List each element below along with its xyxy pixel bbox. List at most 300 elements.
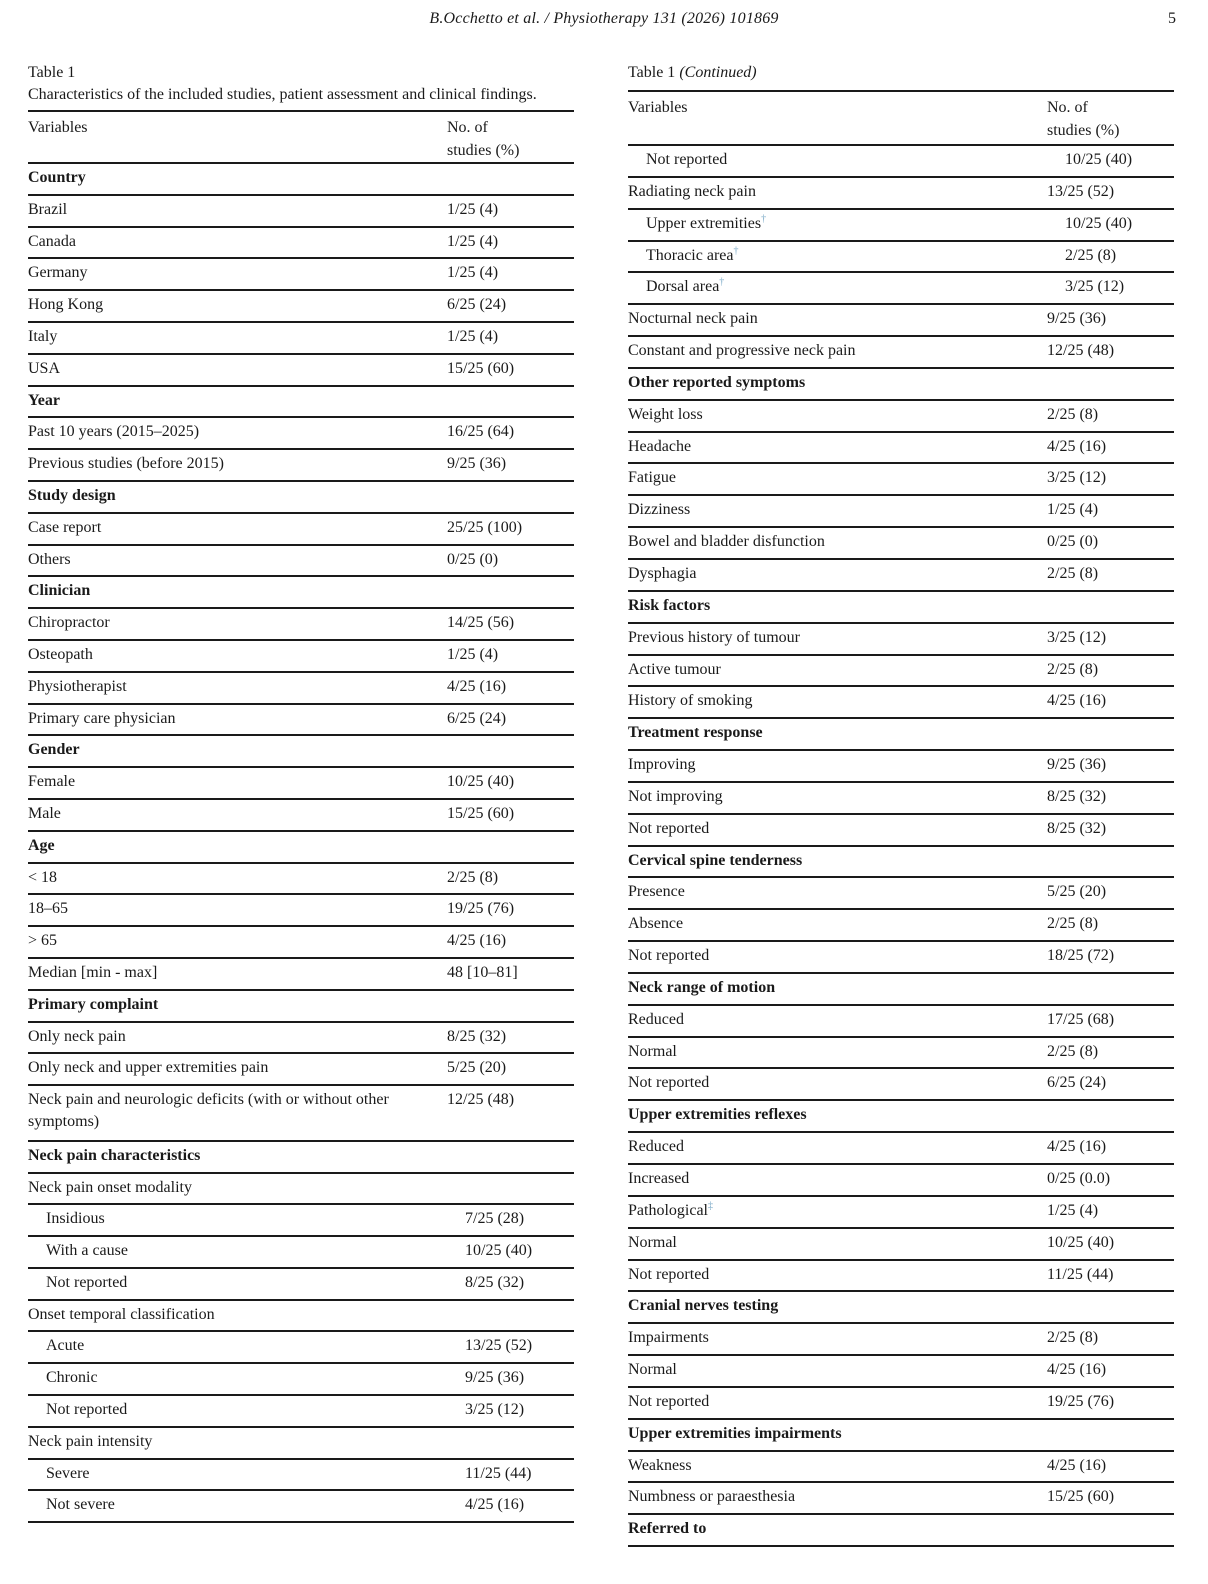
variable-label: Other reported symptoms <box>628 373 806 391</box>
section-header-row <box>28 387 574 419</box>
variable-label: Age <box>28 836 55 854</box>
variable-cell <box>628 1486 1047 1508</box>
table-label: Table 1 <box>28 64 76 81</box>
variable-label: Cranial nerves testing <box>628 1297 779 1315</box>
variable-cell <box>28 1177 447 1199</box>
variable-cell <box>628 1168 1047 1190</box>
variable-label: 18–65 <box>28 900 68 918</box>
variable-cell <box>628 149 1065 171</box>
variable-cell <box>628 563 1047 585</box>
studies-value-cell: 2/25 (8) <box>1047 660 1099 678</box>
table-header <box>628 92 1174 146</box>
footnote-mark: † <box>761 213 767 225</box>
studies-value-cell: 6/25 (24) <box>1047 1074 1107 1092</box>
header-studies-line1: No. of <box>1047 99 1088 116</box>
variable-label: Female <box>28 773 76 791</box>
variable-label: Improving <box>628 756 696 774</box>
section-header-row <box>28 991 574 1023</box>
studies-value-cell: 3/25 (12) <box>1047 628 1107 646</box>
table-row <box>28 1491 574 1523</box>
variable-cell <box>28 549 447 571</box>
variable-cell <box>28 262 447 284</box>
header-studies-line1: No. of <box>447 119 488 136</box>
table-row <box>28 514 574 546</box>
variable-cell <box>628 722 1047 744</box>
variable-cell <box>28 421 447 443</box>
studies-value-cell: 10/25 (40) <box>447 773 515 791</box>
table-row <box>28 418 574 450</box>
section-header-row <box>28 164 574 196</box>
table-row <box>28 228 574 260</box>
variable-label: Others <box>28 550 71 568</box>
studies-value-cell: 1/25 (4) <box>1047 501 1099 519</box>
studies-value-cell: 5/25 (20) <box>447 1059 507 1077</box>
variable-cell <box>628 404 1047 426</box>
variable-cell <box>28 1208 465 1230</box>
table-row <box>628 815 1174 847</box>
studies-value-cell: 4/25 (16) <box>465 1496 525 1514</box>
variable-cell <box>28 1272 465 1294</box>
variable-label: Neck pain onset modality <box>28 1178 192 1196</box>
section-header-row <box>28 1142 574 1174</box>
variable-label: Clinician <box>28 582 91 600</box>
header-variables: Variables <box>28 119 88 136</box>
variable-cell <box>28 644 447 666</box>
studies-value-cell: 2/25 (8) <box>1047 1042 1099 1060</box>
table-row <box>628 337 1174 369</box>
table-row <box>28 705 574 737</box>
variable-label: Headache <box>628 437 692 455</box>
studies-value-cell: 4/25 (16) <box>447 677 507 695</box>
table-row <box>628 1452 1174 1484</box>
variable-cell <box>628 1232 1047 1254</box>
variable-label: Dysphagia <box>628 564 697 582</box>
variable-cell <box>628 1104 1047 1126</box>
table-row <box>28 1460 574 1492</box>
table-row <box>628 273 1174 305</box>
studies-value-cell: 4/25 (16) <box>1047 692 1107 710</box>
variable-label: Neck pain intensity <box>28 1432 153 1450</box>
variable-label: Impairments <box>628 1329 709 1347</box>
variable-cell <box>28 1431 447 1453</box>
table-row <box>628 305 1174 337</box>
table-row <box>628 942 1174 974</box>
variable-cell <box>28 1399 465 1421</box>
studies-value-cell: 1/25 (4) <box>1047 1201 1099 1219</box>
studies-value-cell: 4/25 (16) <box>1047 437 1107 455</box>
section-header-row <box>28 832 574 864</box>
table-row <box>628 1261 1174 1293</box>
variable-label: Year <box>28 391 60 409</box>
variable-cell <box>28 994 447 1016</box>
variable-cell <box>628 1200 1047 1222</box>
continued-label: (Continued) <box>679 64 757 81</box>
studies-value-cell: 6/25 (24) <box>447 296 507 314</box>
variable-cell <box>628 340 1047 362</box>
header-variables: Variables <box>628 99 688 116</box>
variable-label: Presence <box>628 883 685 901</box>
studies-value-cell: 2/25 (8) <box>1047 1329 1099 1347</box>
variable-label: Treatment response <box>628 724 763 742</box>
table-caption: Characteristics of the included studies, patient assessment and clinical findings. <box>28 86 537 103</box>
table-row <box>28 1174 574 1206</box>
variable-label: Normal <box>628 1361 677 1379</box>
table-row <box>28 291 574 323</box>
table-row <box>628 1133 1174 1165</box>
variable-label: Severe <box>46 1464 90 1482</box>
table-row <box>628 528 1174 560</box>
table-row <box>28 1332 574 1364</box>
variable-cell <box>628 818 1047 840</box>
variable-label: Previous studies (before 2015) <box>28 455 224 473</box>
table-row <box>628 401 1174 433</box>
variable-label: Increased <box>628 1170 690 1187</box>
variable-cell <box>28 1463 465 1485</box>
section-header-row <box>628 592 1174 624</box>
table-row <box>28 1364 574 1396</box>
table-row <box>628 464 1174 496</box>
variable-cell <box>628 1136 1047 1158</box>
header-studies <box>1047 92 1174 144</box>
section-header-row <box>28 577 574 609</box>
variable-cell <box>628 881 1047 903</box>
variable-label: History of smoking <box>628 692 753 710</box>
section-header-row <box>28 736 574 768</box>
variable-label: Italy <box>28 327 58 345</box>
variable-cell <box>28 1367 465 1389</box>
studies-value-cell: 4/25 (16) <box>447 932 507 950</box>
variable-cell <box>28 1026 447 1048</box>
variable-cell <box>628 627 1047 649</box>
variable-label: Reduced <box>628 1138 684 1156</box>
variable-cell <box>28 898 447 920</box>
variable-cell <box>28 835 447 857</box>
studies-value-cell: 0/25 (0) <box>1047 533 1099 551</box>
section-header-row <box>628 974 1174 1006</box>
table-row <box>28 1428 574 1460</box>
table-row <box>28 641 574 673</box>
variable-label: Chiropractor <box>28 614 110 632</box>
variable-label: Nocturnal neck pain <box>628 310 758 328</box>
studies-value-cell: 15/25 (60) <box>1047 1488 1115 1506</box>
section-header-row <box>628 1101 1174 1133</box>
variable-label: Not reported <box>628 1265 710 1283</box>
studies-value-cell: 13/25 (52) <box>465 1337 533 1355</box>
variable-cell <box>628 850 1047 872</box>
variable-cell <box>628 1041 1047 1063</box>
variable-label: Weakness <box>628 1456 692 1474</box>
variable-cell <box>28 199 447 221</box>
table-row <box>28 864 574 896</box>
studies-value-cell: 12/25 (48) <box>1047 342 1115 360</box>
table-row <box>628 1006 1174 1038</box>
variable-label: Neck range of motion <box>628 978 776 996</box>
studies-value-cell: 9/25 (36) <box>465 1369 525 1387</box>
variable-label: Dizziness <box>628 501 691 519</box>
variable-label: Not reported <box>46 1401 128 1419</box>
variable-cell <box>628 690 1047 712</box>
studies-value-cell: 19/25 (76) <box>447 900 515 918</box>
variable-label: Not improving <box>628 787 723 805</box>
variable-cell <box>28 930 447 952</box>
studies-value-cell: 9/25 (36) <box>1047 310 1107 328</box>
variable-label: Case report <box>28 518 102 536</box>
variable-label: Not reported <box>628 947 710 965</box>
table-row <box>28 927 574 959</box>
variable-cell <box>28 517 447 539</box>
variable-cell <box>28 453 447 475</box>
studies-value-cell: 12/25 (48) <box>447 1091 515 1109</box>
variable-label: Weight loss <box>628 405 703 423</box>
table-row <box>28 800 574 832</box>
table-row <box>628 242 1174 274</box>
variable-label: Not reported <box>628 1074 710 1092</box>
variable-cell <box>28 803 447 825</box>
variable-cell <box>628 499 1047 521</box>
table-row <box>628 496 1174 528</box>
table-row <box>28 196 574 228</box>
variable-cell <box>28 1304 447 1326</box>
variable-cell <box>28 1335 465 1357</box>
studies-value-cell: 4/25 (16) <box>1047 1361 1107 1379</box>
table-row <box>628 624 1174 656</box>
section-header-row <box>628 369 1174 401</box>
studies-value-cell: 1/25 (4) <box>447 327 499 345</box>
running-head: B.Occhetto et al. / Physiotherapy 131 (2026) 101869 <box>429 10 779 27</box>
table-row <box>628 146 1174 178</box>
header-studies-line2: studies (%) <box>1047 122 1120 139</box>
table-row <box>28 1086 574 1142</box>
variable-label: Chronic <box>46 1369 98 1387</box>
variable-label: Not reported <box>46 1273 128 1291</box>
variable-cell <box>28 485 447 507</box>
table-row <box>28 259 574 291</box>
table-row <box>628 687 1174 719</box>
variable-cell <box>628 308 1047 330</box>
header-studies-line2: studies (%) <box>447 142 520 159</box>
variable-label: Osteopath <box>28 645 93 663</box>
variable-label: Dorsal area <box>646 278 720 296</box>
header-studies <box>447 112 574 162</box>
variable-cell <box>628 786 1047 808</box>
footnote-mark: † <box>733 245 739 257</box>
studies-value-cell: 6/25 (24) <box>447 709 507 727</box>
table-row <box>628 751 1174 783</box>
variable-cell <box>28 676 447 698</box>
variable-label: Fatigue <box>628 469 676 487</box>
section-header-row <box>628 847 1174 879</box>
studies-value-cell: 10/25 (40) <box>1065 214 1133 232</box>
table-row <box>628 1069 1174 1101</box>
variable-label: Insidious <box>46 1210 105 1228</box>
studies-value-cell: 8/25 (32) <box>465 1273 525 1291</box>
variable-label: Primary care physician <box>28 709 176 727</box>
table-row <box>28 1023 574 1055</box>
variable-cell <box>28 294 447 316</box>
table-row <box>28 609 574 641</box>
variable-label: Bowel and bladder disfunction <box>628 533 825 551</box>
variable-cell <box>628 467 1047 489</box>
studies-value-cell: 10/25 (40) <box>1047 1233 1115 1251</box>
variable-cell <box>628 945 1047 967</box>
studies-value-cell: 15/25 (60) <box>447 804 515 822</box>
table-header <box>28 112 574 164</box>
studies-value-cell: 7/25 (28) <box>465 1210 525 1228</box>
studies-value-cell: 4/25 (16) <box>1047 1456 1107 1474</box>
variable-label: Neck pain characteristics <box>28 1146 201 1164</box>
table-row <box>28 355 574 387</box>
studies-value-cell: 0/25 (0) <box>447 550 499 568</box>
variable-cell <box>28 1089 447 1133</box>
table-row <box>628 1197 1174 1229</box>
variable-label: Physiotherapist <box>28 677 127 695</box>
variable-cell <box>628 1391 1047 1413</box>
table-1-left-column <box>28 62 574 1523</box>
variable-cell <box>28 1057 447 1079</box>
variable-cell <box>628 1295 1047 1317</box>
variable-cell <box>28 867 447 889</box>
table-row <box>628 433 1174 465</box>
table-body-right <box>628 146 1174 1547</box>
variable-label: Gender <box>28 741 80 759</box>
variable-label: Not reported <box>628 819 710 837</box>
variable-label: Normal <box>628 1042 677 1060</box>
variable-cell <box>28 1494 465 1516</box>
studies-value-cell: 9/25 (36) <box>447 455 507 473</box>
variable-label: Upper extremities impairments <box>628 1424 842 1442</box>
table-row <box>28 1054 574 1086</box>
studies-value-cell: 2/25 (8) <box>1047 564 1099 582</box>
table-row <box>28 1396 574 1428</box>
studies-value-cell: 2/25 (8) <box>1065 246 1117 264</box>
variable-label: Past 10 years (2015–2025) <box>28 423 200 441</box>
variable-label: Only neck pain <box>28 1027 126 1045</box>
variable-cell <box>28 358 447 380</box>
studies-value-cell: 17/25 (68) <box>1047 1010 1115 1028</box>
variable-label: Male <box>28 804 61 822</box>
variable-label: Primary complaint <box>28 995 159 1013</box>
variable-label: Germany <box>28 264 88 282</box>
table-row <box>628 656 1174 688</box>
table-row <box>28 895 574 927</box>
variable-cell <box>628 1009 1047 1031</box>
variable-cell <box>628 1455 1047 1477</box>
variable-label: Absence <box>628 915 684 933</box>
variable-cell <box>628 977 1047 999</box>
variable-label: Study design <box>28 486 116 504</box>
variable-label: Not reported <box>628 1392 710 1410</box>
table-row <box>628 1388 1174 1420</box>
studies-value-cell: 2/25 (8) <box>1047 915 1099 933</box>
variable-cell <box>628 754 1047 776</box>
variable-label: Upper extremities reflexes <box>628 1106 807 1124</box>
variable-cell <box>628 1359 1047 1381</box>
variable-cell <box>628 1423 1047 1445</box>
studies-value-cell: 15/25 (60) <box>447 359 515 377</box>
table-row <box>28 1205 574 1237</box>
variable-cell <box>628 1327 1047 1349</box>
variable-cell <box>628 659 1047 681</box>
variable-label: Thoracic area <box>646 246 734 264</box>
studies-value-cell: 3/25 (12) <box>1065 278 1125 296</box>
variable-label: Median [min - max] <box>28 963 158 981</box>
studies-value-cell: 0/25 (0.0) <box>1047 1170 1111 1187</box>
studies-value-cell: 19/25 (76) <box>1047 1392 1115 1410</box>
table-row <box>628 878 1174 910</box>
variable-label: > 65 <box>28 932 58 950</box>
variable-label: < 18 <box>28 868 58 886</box>
variable-cell <box>28 580 447 602</box>
variable-label: Country <box>28 169 86 186</box>
variable-cell <box>28 962 447 984</box>
section-header-row <box>628 1420 1174 1452</box>
studies-value-cell: 11/25 (44) <box>1047 1265 1114 1283</box>
variable-cell <box>628 531 1047 553</box>
studies-value-cell: 2/25 (8) <box>1047 405 1099 423</box>
variable-cell <box>28 1240 465 1262</box>
variable-cell <box>28 167 447 189</box>
variable-label: Onset temporal classification <box>28 1305 215 1323</box>
variable-label: Brazil <box>28 200 68 218</box>
table-row <box>628 1356 1174 1388</box>
variable-cell <box>28 231 447 253</box>
studies-value-cell: 18/25 (72) <box>1047 947 1115 965</box>
studies-value-cell: 1/25 (4) <box>447 232 499 250</box>
table-row <box>28 546 574 578</box>
studies-value-cell: 25/25 (100) <box>447 518 523 536</box>
variable-label: Previous history of tumour <box>628 628 800 646</box>
studies-value-cell: 1/25 (4) <box>447 645 499 663</box>
variable-cell <box>28 612 447 634</box>
table-row <box>28 450 574 482</box>
variable-cell <box>28 326 447 348</box>
table-row <box>28 959 574 991</box>
table-row <box>628 560 1174 592</box>
table-row <box>28 323 574 355</box>
table-row <box>628 1229 1174 1261</box>
studies-value-cell: 5/25 (20) <box>1047 883 1107 901</box>
variable-label: Numbness or paraesthesia <box>628 1488 796 1506</box>
variable-label: Hong Kong <box>28 296 104 314</box>
variable-label: Not reported <box>646 151 728 168</box>
studies-value-cell: 8/25 (32) <box>1047 787 1107 805</box>
variable-label: Active tumour <box>628 660 721 678</box>
variable-cell <box>628 595 1047 617</box>
footnote-mark: ‡ <box>707 1200 713 1212</box>
table-row <box>628 910 1174 942</box>
table-label-text: Table 1 <box>628 64 676 81</box>
table-row <box>628 178 1174 210</box>
table-body-left <box>28 164 574 1523</box>
variable-cell <box>628 181 1047 203</box>
studies-value-cell: 14/25 (56) <box>447 614 515 632</box>
studies-value-cell: 16/25 (64) <box>447 423 515 441</box>
variable-cell <box>28 771 447 793</box>
studies-value-cell: 48 [10–81] <box>447 963 518 981</box>
variable-label: Canada <box>28 232 76 250</box>
variable-cell <box>628 372 1047 394</box>
variable-label: Upper extremities <box>646 214 762 232</box>
variable-label: Normal <box>628 1233 677 1251</box>
variable-label: Risk factors <box>628 596 711 614</box>
studies-value-cell: 9/25 (36) <box>1047 756 1107 774</box>
variable-cell <box>28 1145 447 1167</box>
variable-cell <box>628 1072 1047 1094</box>
studies-value-cell: 8/25 (32) <box>1047 819 1107 837</box>
variable-label: Acute <box>46 1337 85 1355</box>
variable-label: Referred to <box>628 1520 707 1538</box>
page-number: 5 <box>1168 10 1176 27</box>
